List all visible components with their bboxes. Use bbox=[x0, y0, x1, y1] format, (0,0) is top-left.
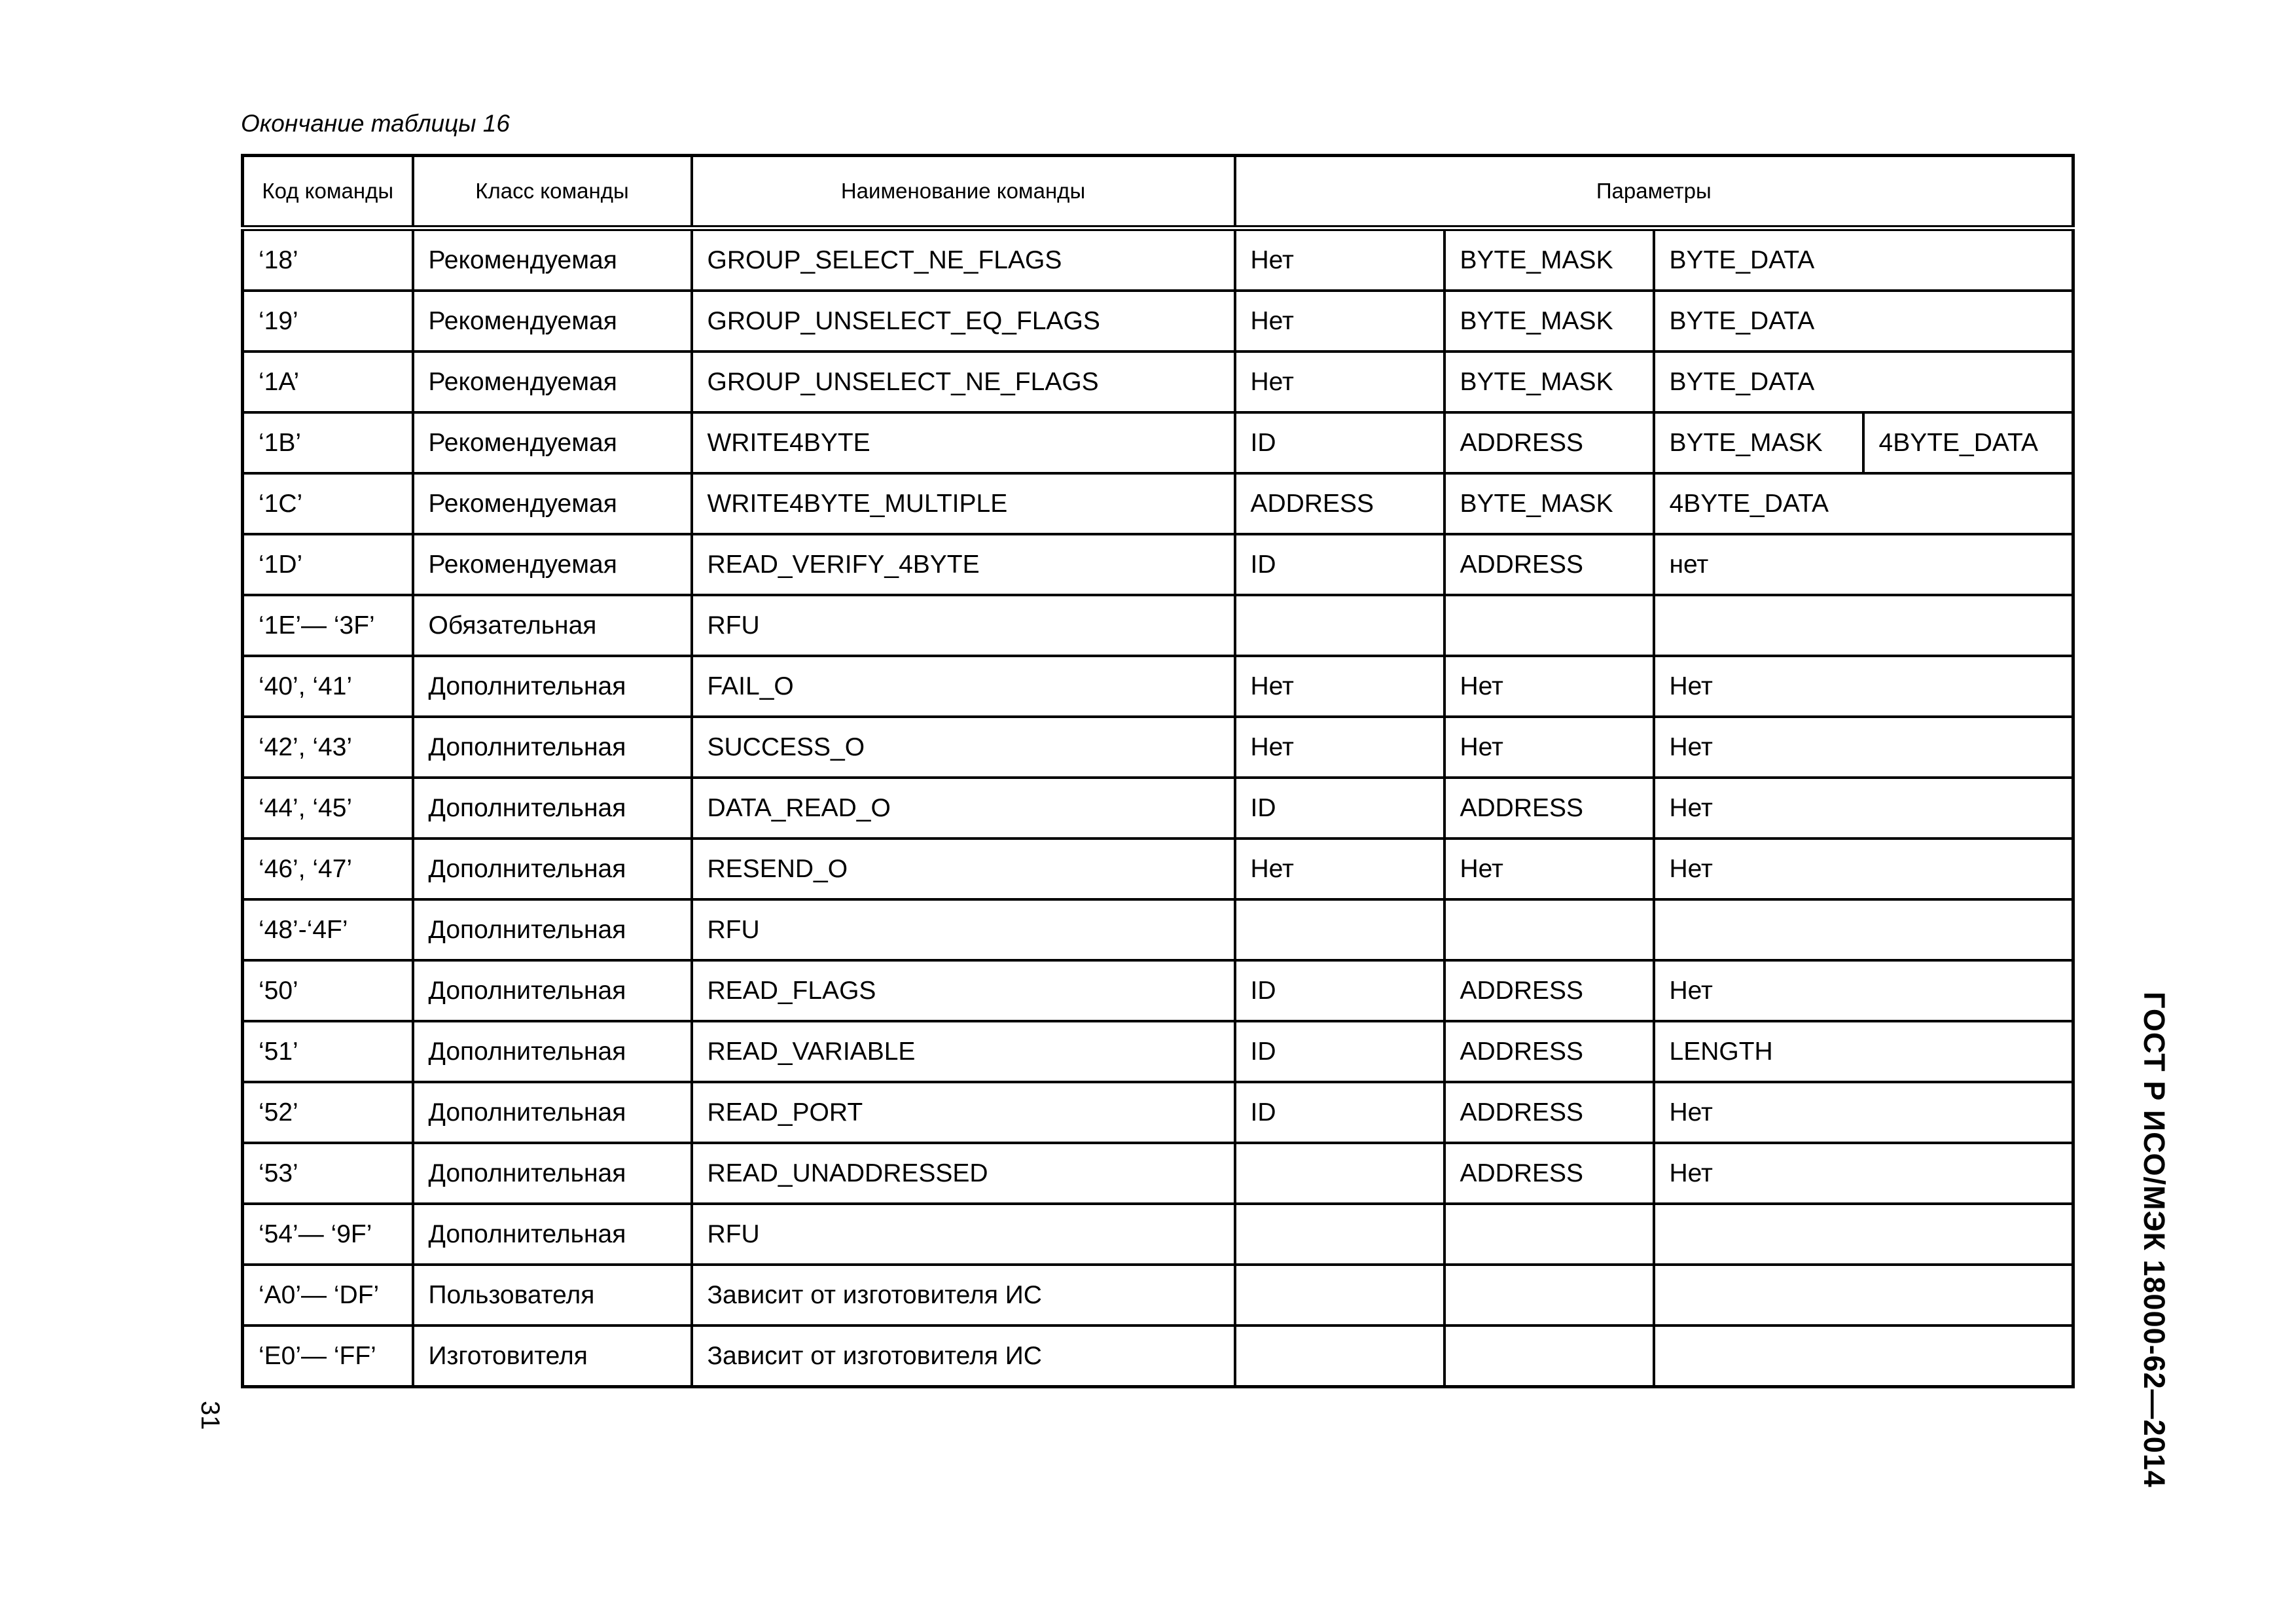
cell-param: 4BYTE_DATA bbox=[1863, 412, 2073, 473]
cell-class: Рекомендуемая bbox=[413, 473, 692, 534]
cell-class: Дополнительная bbox=[413, 839, 692, 899]
header-class: Класс команды bbox=[413, 156, 692, 228]
table-row bbox=[243, 473, 2073, 534]
cell-code: ‘50’ bbox=[243, 960, 413, 1021]
cell-class: Изготовителя bbox=[413, 1326, 692, 1387]
cell-code: ‘18’ bbox=[243, 228, 413, 291]
cell-code: ‘44’, ‘45’ bbox=[243, 778, 413, 839]
cell-param bbox=[1235, 1326, 1444, 1387]
cell-param bbox=[1444, 1204, 1654, 1265]
cell-param: нет bbox=[1654, 534, 2073, 595]
cell-name: SUCCESS_O bbox=[692, 717, 1235, 778]
cell-class: Обязательная bbox=[413, 595, 692, 656]
table-row bbox=[243, 1204, 2073, 1265]
cell-name: READ_FLAGS bbox=[692, 960, 1235, 1021]
cell-code: ‘40’, ‘41’ bbox=[243, 656, 413, 717]
cell-param: ADDRESS bbox=[1444, 412, 1654, 473]
cell-param: Нет bbox=[1654, 1143, 2073, 1204]
cell-param: BYTE_MASK bbox=[1654, 412, 1863, 473]
cell-param: BYTE_DATA bbox=[1654, 352, 2073, 412]
cell-code: ‘54’— ‘9F’ bbox=[243, 1204, 413, 1265]
cell-param: BYTE_MASK bbox=[1444, 228, 1654, 291]
table-header-row bbox=[243, 156, 2073, 228]
cell-param: BYTE_DATA bbox=[1654, 291, 2073, 352]
cell-name: READ_VARIABLE bbox=[692, 1021, 1235, 1082]
table-row bbox=[243, 412, 2073, 473]
cell-param: BYTE_MASK bbox=[1444, 291, 1654, 352]
cell-param bbox=[1654, 1326, 2073, 1387]
cell-param: ADDRESS bbox=[1444, 1021, 1654, 1082]
cell-param bbox=[1654, 899, 2073, 960]
cell-param: Нет bbox=[1235, 717, 1444, 778]
cell-class: Рекомендуемая bbox=[413, 291, 692, 352]
table-row bbox=[243, 1143, 2073, 1204]
cell-code: ‘42’, ‘43’ bbox=[243, 717, 413, 778]
cell-class: Дополнительная bbox=[413, 1204, 692, 1265]
table-row bbox=[243, 291, 2073, 352]
cell-class: Рекомендуемая bbox=[413, 352, 692, 412]
table-row bbox=[243, 1326, 2073, 1387]
table-row bbox=[243, 595, 2073, 656]
cell-param: Нет bbox=[1654, 656, 2073, 717]
table-row bbox=[243, 656, 2073, 717]
cell-param: Нет bbox=[1654, 1082, 2073, 1143]
cell-param: ADDRESS bbox=[1444, 960, 1654, 1021]
cell-param: ADDRESS bbox=[1444, 1143, 1654, 1204]
cell-code: ‘53’ bbox=[243, 1143, 413, 1204]
cell-param bbox=[1235, 1204, 1444, 1265]
cell-class: Рекомендуемая bbox=[413, 228, 692, 291]
cell-name: RFU bbox=[692, 595, 1235, 656]
cell-code: ‘51’ bbox=[243, 1021, 413, 1082]
cell-param: ADDRESS bbox=[1444, 1082, 1654, 1143]
cell-param: ADDRESS bbox=[1444, 534, 1654, 595]
cell-param: Нет bbox=[1444, 656, 1654, 717]
cell-param bbox=[1235, 1143, 1444, 1204]
cell-name: WRITE4BYTE_MULTIPLE bbox=[692, 473, 1235, 534]
cell-name: READ_UNADDRESSED bbox=[692, 1143, 1235, 1204]
table-row bbox=[243, 1082, 2073, 1143]
cell-param: ID bbox=[1235, 778, 1444, 839]
cell-name: READ_VERIFY_4BYTE bbox=[692, 534, 1235, 595]
cell-name: WRITE4BYTE bbox=[692, 412, 1235, 473]
cell-param: Нет bbox=[1235, 656, 1444, 717]
cell-code: ‘19’ bbox=[243, 291, 413, 352]
cell-class: Рекомендуемая bbox=[413, 412, 692, 473]
cell-name: Зависит от изготовителя ИС bbox=[692, 1326, 1235, 1387]
header-name: Наименование команды bbox=[692, 156, 1235, 228]
table-row bbox=[243, 534, 2073, 595]
cell-param: Нет bbox=[1235, 228, 1444, 291]
cell-name: Зависит от изготовителя ИС bbox=[692, 1265, 1235, 1326]
cell-param bbox=[1654, 1204, 2073, 1265]
header-params: Параметры bbox=[1235, 156, 2073, 228]
table-row bbox=[243, 839, 2073, 899]
cell-param: ID bbox=[1235, 412, 1444, 473]
cell-code: ‘46’, ‘47’ bbox=[243, 839, 413, 899]
cell-param: Нет bbox=[1444, 717, 1654, 778]
cell-param bbox=[1444, 1265, 1654, 1326]
cell-param: Нет bbox=[1444, 839, 1654, 899]
cell-code: ‘52’ bbox=[243, 1082, 413, 1143]
cell-name: RFU bbox=[692, 899, 1235, 960]
command-table bbox=[241, 154, 2075, 1388]
table-row bbox=[243, 717, 2073, 778]
cell-code: ‘1C’ bbox=[243, 473, 413, 534]
cell-param bbox=[1235, 1265, 1444, 1326]
cell-param bbox=[1444, 1326, 1654, 1387]
cell-class: Дополнительная bbox=[413, 960, 692, 1021]
cell-class: Пользователя bbox=[413, 1265, 692, 1326]
cell-param: BYTE_DATA bbox=[1654, 228, 2073, 291]
cell-name: RFU bbox=[692, 1204, 1235, 1265]
cell-param: 4BYTE_DATA bbox=[1654, 473, 2073, 534]
cell-param bbox=[1235, 899, 1444, 960]
cell-name: GROUP_SELECT_NE_FLAGS bbox=[692, 228, 1235, 291]
table-caption: Окончание таблицы 16 bbox=[241, 110, 510, 137]
cell-param: Нет bbox=[1654, 839, 2073, 899]
cell-name: FAIL_O bbox=[692, 656, 1235, 717]
cell-param: Нет bbox=[1654, 778, 2073, 839]
cell-class: Дополнительная bbox=[413, 1021, 692, 1082]
table-row bbox=[243, 899, 2073, 960]
cell-param: Нет bbox=[1654, 960, 2073, 1021]
cell-name: GROUP_UNSELECT_NE_FLAGS bbox=[692, 352, 1235, 412]
cell-param bbox=[1235, 595, 1444, 656]
cell-param: LENGTH bbox=[1654, 1021, 2073, 1082]
cell-class: Дополнительная bbox=[413, 656, 692, 717]
cell-param: ID bbox=[1235, 534, 1444, 595]
cell-class: Дополнительная bbox=[413, 717, 692, 778]
table-body bbox=[243, 228, 2073, 1387]
cell-param: ADDRESS bbox=[1444, 778, 1654, 839]
cell-code: ‘E0’— ‘FF’ bbox=[243, 1326, 413, 1387]
page-number: 31 bbox=[196, 1401, 224, 1430]
cell-param bbox=[1444, 595, 1654, 656]
cell-param: Нет bbox=[1235, 291, 1444, 352]
cell-name: GROUP_UNSELECT_EQ_FLAGS bbox=[692, 291, 1235, 352]
cell-class: Дополнительная bbox=[413, 1082, 692, 1143]
cell-param: ADDRESS bbox=[1235, 473, 1444, 534]
header-code: Код команды bbox=[243, 156, 413, 228]
cell-param bbox=[1654, 1265, 2073, 1326]
cell-param bbox=[1654, 595, 2073, 656]
cell-param bbox=[1444, 899, 1654, 960]
cell-class: Дополнительная bbox=[413, 1143, 692, 1204]
cell-param: ID bbox=[1235, 1021, 1444, 1082]
cell-code: ‘48’-‘4F’ bbox=[243, 899, 413, 960]
cell-name: READ_PORT bbox=[692, 1082, 1235, 1143]
cell-class: Дополнительная bbox=[413, 778, 692, 839]
table-row bbox=[243, 778, 2073, 839]
cell-code: ‘1E’— ‘3F’ bbox=[243, 595, 413, 656]
table-row bbox=[243, 1021, 2073, 1082]
cell-name: DATA_READ_O bbox=[692, 778, 1235, 839]
cell-class: Дополнительная bbox=[413, 899, 692, 960]
cell-code: ‘1D’ bbox=[243, 534, 413, 595]
table-row bbox=[243, 228, 2073, 291]
cell-param: Нет bbox=[1235, 352, 1444, 412]
cell-name: RESEND_O bbox=[692, 839, 1235, 899]
cell-code: ‘A0’— ‘DF’ bbox=[243, 1265, 413, 1326]
cell-param: BYTE_MASK bbox=[1444, 473, 1654, 534]
table-row bbox=[243, 1265, 2073, 1326]
cell-code: ‘1A’ bbox=[243, 352, 413, 412]
table-row bbox=[243, 960, 2073, 1021]
table-row bbox=[243, 352, 2073, 412]
cell-param: BYTE_MASK bbox=[1444, 352, 1654, 412]
cell-param: ID bbox=[1235, 960, 1444, 1021]
cell-param: ID bbox=[1235, 1082, 1444, 1143]
cell-code: ‘1B’ bbox=[243, 412, 413, 473]
standard-designation: ГОСТ Р ИСО/МЭК 18000-62—2014 bbox=[2138, 992, 2171, 1488]
cell-class: Рекомендуемая bbox=[413, 534, 692, 595]
cell-param: Нет bbox=[1235, 839, 1444, 899]
cell-param: Нет bbox=[1654, 717, 2073, 778]
